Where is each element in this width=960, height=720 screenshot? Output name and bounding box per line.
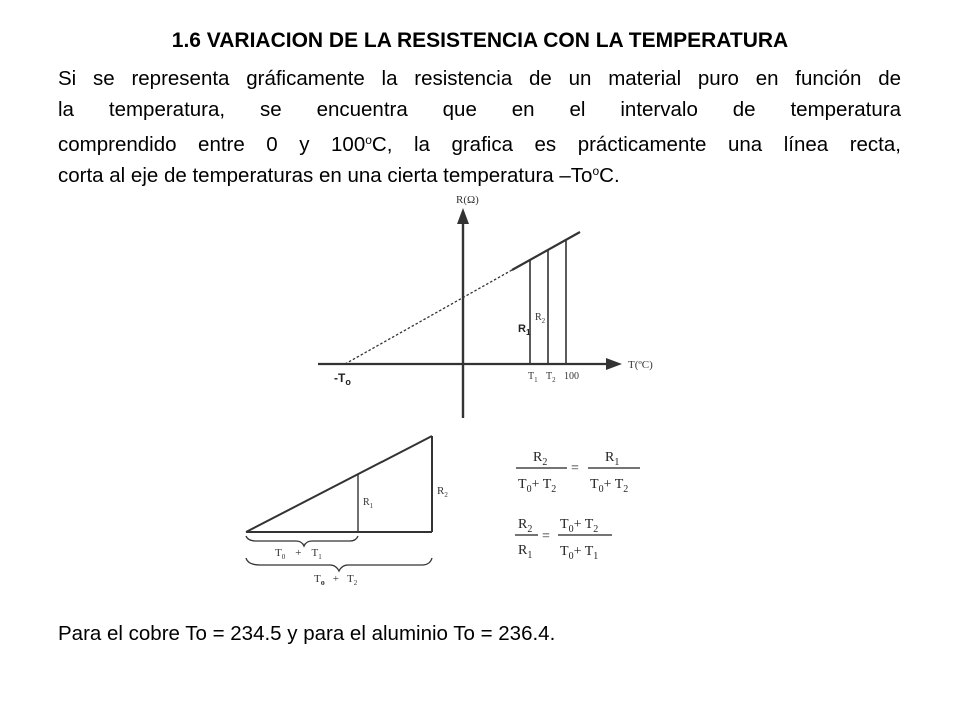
neg-to-label: $-T_o$ <box>334 371 351 387</box>
eq2-left-denominator: $R_1$ <box>518 543 533 561</box>
equation-2 <box>515 517 612 562</box>
x-axis-label: T(ºC) <box>628 359 653 371</box>
triangle-r1-label: $R_1$ <box>363 497 374 510</box>
t1-label: $T_1$ <box>528 371 538 384</box>
resistance-temperature-graph <box>318 208 622 418</box>
linear-segment <box>512 232 580 270</box>
x-axis-arrow-icon <box>606 358 622 370</box>
eq2-equals: = <box>542 529 550 544</box>
eq2-right-denominator: $T_0+ T_1$ <box>560 544 599 562</box>
eq1-right-numerator: $R_1$ <box>605 450 620 468</box>
r2-graph-label: $R_2$ <box>535 312 546 325</box>
t2-label: $T_2$ <box>546 371 556 384</box>
r1-graph-label: $R_1$ <box>518 323 531 337</box>
paragraph-line-1: Si se representa gráficamente la resistencia de un material puro en función de <box>58 67 901 90</box>
eq2-right-numerator: $T_0+ T_2$ <box>560 517 599 535</box>
extrapolation-line <box>345 270 512 364</box>
slide-title: 1.6 VARIACION DE LA RESISTENCIA CON LA TEMPERATURA <box>171 29 789 52</box>
eq1-equals: = <box>571 461 579 476</box>
paragraph-line-4: corta al eje de temperaturas en una cierta temperatura –To$^o$C. <box>58 163 620 187</box>
paragraph-line-3: comprendido entre 0 y 100$^o$C, la grafica es prácticamente una línea recta, <box>58 133 901 156</box>
eq2-left-numerator: $R_2$ <box>518 517 533 535</box>
eq1-left-denominator: $T_0+ T_2$ <box>518 477 557 495</box>
closing-text: Para el cobre To = 234.5 y para el aluminio To = 236.4. <box>58 622 556 645</box>
brace-t0-t1 <box>246 536 358 546</box>
brace-t0-t2-label: $T_o + T_2$ <box>314 573 358 587</box>
y-axis-label: R(Ω) <box>456 194 479 206</box>
equation-1 <box>516 450 640 495</box>
paragraph-line-2: la temperatura, se encuentra que en el intervalo de temperatura <box>58 97 901 121</box>
brace-t0-t1-label: $T_0 + T_1$ <box>275 547 322 561</box>
triangle-hypotenuse <box>246 436 432 532</box>
y-axis-arrow-icon <box>457 208 469 224</box>
brace-t0-t2 <box>246 558 432 571</box>
triangle-r2-label: $R_2$ <box>437 485 448 499</box>
similar-triangles <box>246 436 432 571</box>
t100-label: 100 <box>564 371 579 382</box>
eq1-left-numerator: $R_2$ <box>533 450 548 468</box>
eq1-right-denominator: $T_0+ T_2$ <box>590 477 629 495</box>
